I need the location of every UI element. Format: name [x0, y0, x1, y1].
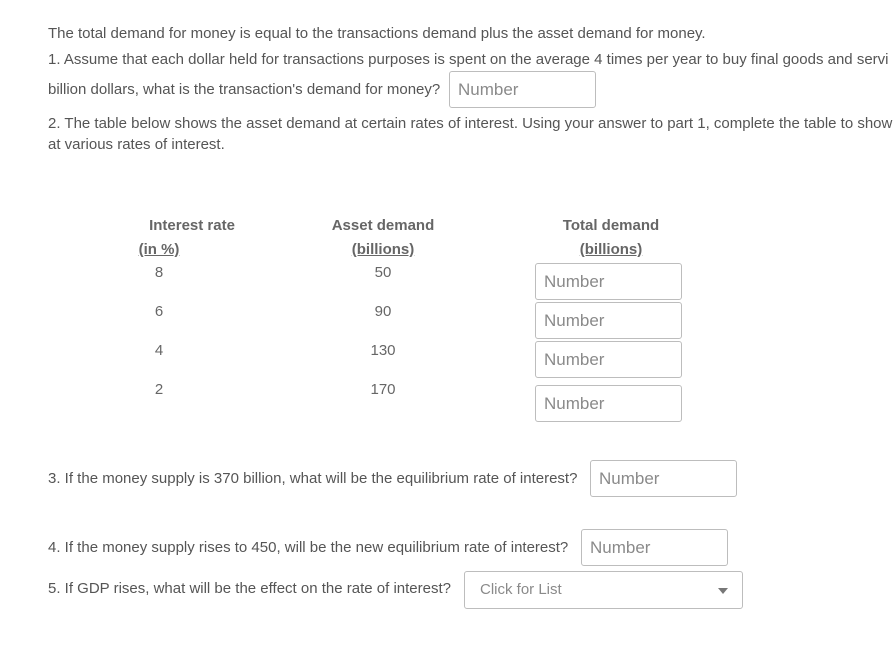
dropdown-label: Click for List: [480, 581, 562, 598]
q1-transactions-demand-input[interactable]: [449, 71, 596, 108]
header-total-demand: Total demand: [562, 217, 660, 234]
header-interest-rate-unit: (in %): [138, 241, 180, 258]
q1-text-line2: billion dollars, what is the transaction's demand for money?: [48, 81, 441, 98]
row-3-total-demand-input[interactable]: [535, 341, 682, 378]
header-asset-demand: Asset demand: [331, 217, 435, 234]
row-4-total-demand-input[interactable]: [535, 385, 682, 422]
q4-new-equilibrium-rate-input[interactable]: [581, 529, 728, 566]
q2-text-line2: at various rates of interest.: [48, 136, 225, 153]
row-2-interest-rate: 6: [154, 303, 164, 320]
header-total-demand-unit: (billions): [579, 241, 643, 258]
row-4-interest-rate: 2: [154, 381, 164, 398]
q3-equilibrium-rate-input[interactable]: [590, 460, 737, 497]
q5-effect-dropdown[interactable]: [464, 571, 743, 609]
row-4-asset-demand: 170: [370, 381, 396, 398]
row-2-asset-demand: 90: [374, 303, 392, 320]
row-1-total-demand-input[interactable]: [535, 263, 682, 300]
row-1-asset-demand: 50: [374, 264, 392, 281]
row-3-asset-demand: 130: [370, 342, 396, 359]
row-3-interest-rate: 4: [154, 342, 164, 359]
q2-text-line1: 2. The table below shows the asset demand at certain rates of interest. Using your answer to part 1, complete the table to show: [48, 115, 893, 132]
row-1-interest-rate: 8: [154, 264, 164, 281]
intro-text: The total demand for money is equal to the transactions demand plus the asset demand for money.: [48, 25, 706, 42]
q4-text: 4. If the money supply rises to 450, will be the new equilibrium rate of interest?: [48, 539, 569, 556]
q3-text: 3. If the money supply is 370 billion, what will be the equilibrium rate of interest?: [48, 470, 578, 487]
chevron-down-icon: [718, 588, 728, 594]
q5-text: 5. If GDP rises, what will be the effect on the rate of interest?: [48, 580, 451, 597]
row-2-total-demand-input[interactable]: [535, 302, 682, 339]
header-interest-rate: Interest rate: [149, 217, 235, 234]
header-asset-demand-unit: (billions): [351, 241, 415, 258]
q1-text-line1: 1. Assume that each dollar held for transactions purposes is spent on the average 4 times per year to buy final goods and servi: [48, 51, 889, 68]
